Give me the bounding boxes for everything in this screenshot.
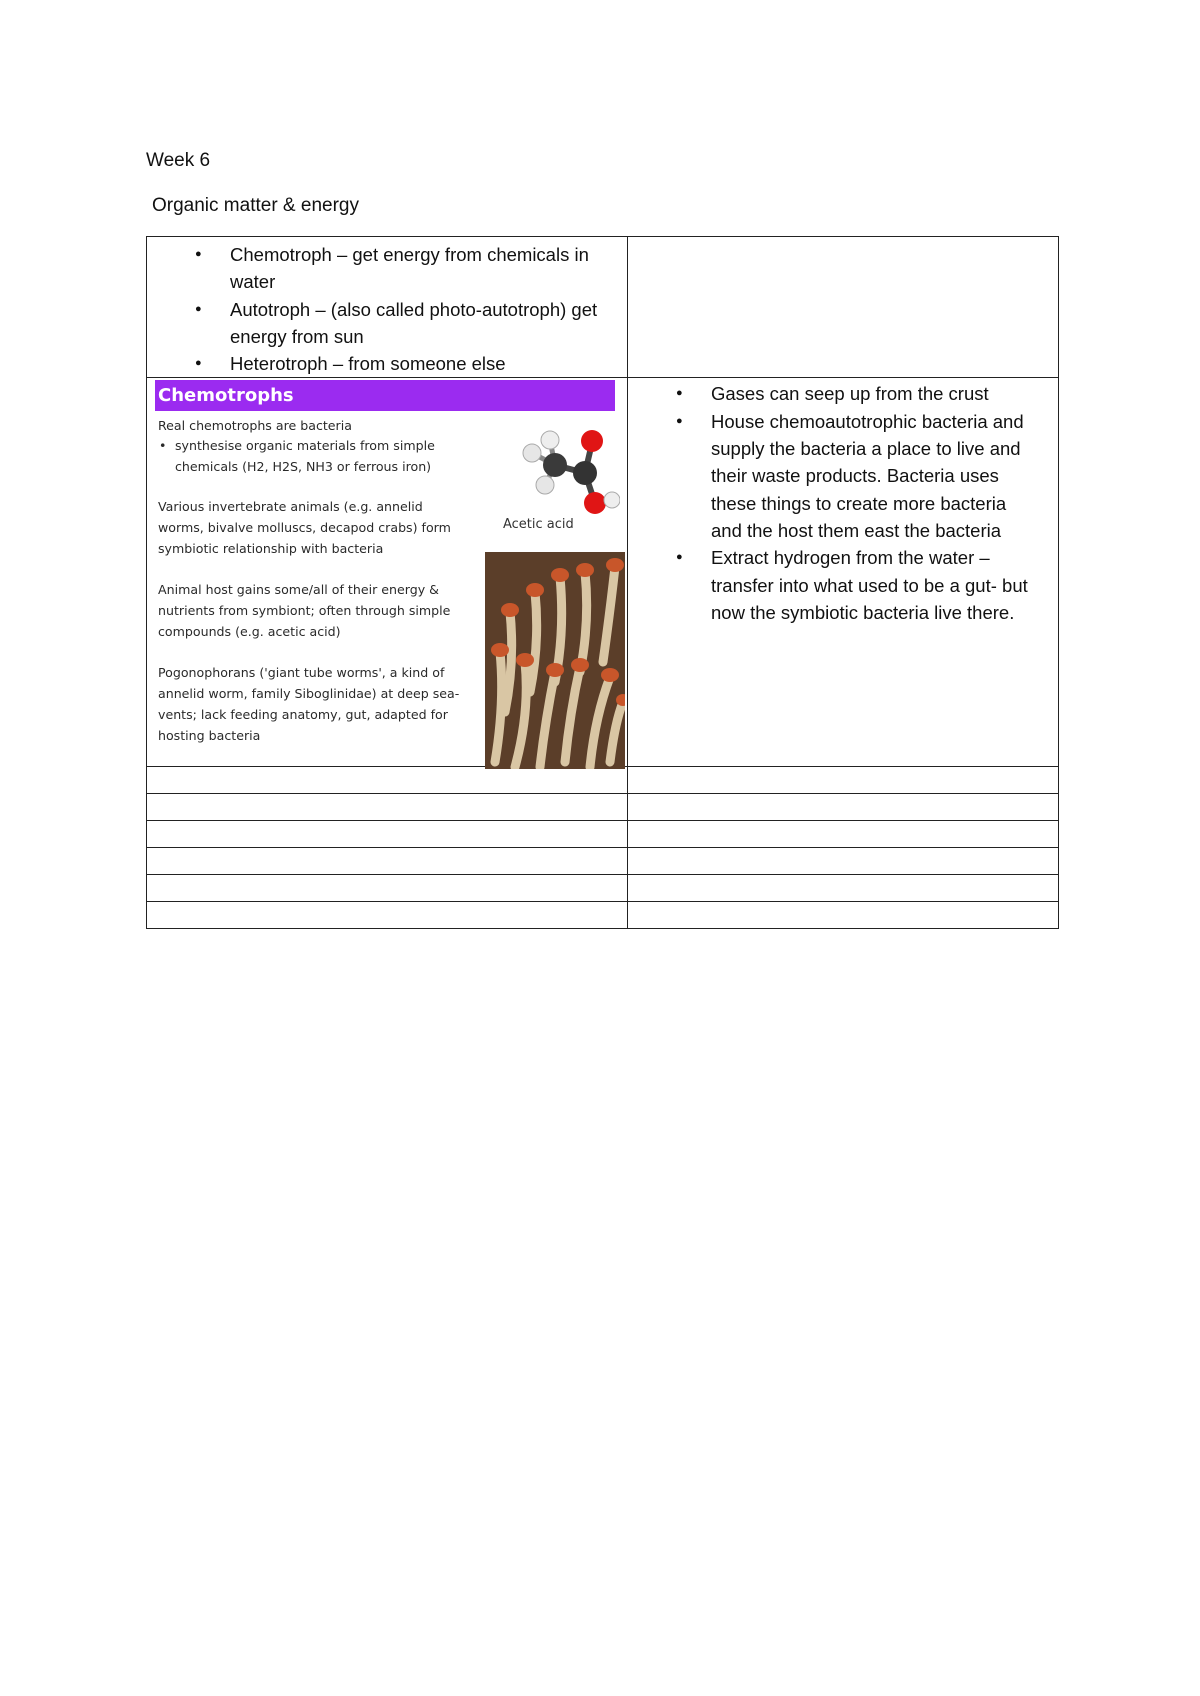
table-row [147, 821, 1059, 848]
table-cell[interactable] [147, 848, 628, 875]
table-cell[interactable] [628, 767, 1059, 794]
bullet-list [628, 378, 1058, 626]
list-item: ● Gases can seep up from the crust [711, 380, 1038, 407]
slide-text: Pogonophorans ('giant tube worms', a kind of annelid worm, family Siboglinidae) at deep sea-vents; lack feeding anatomy, gut, adapted for hosting bacteria [158, 665, 460, 743]
table-cell[interactable] [628, 821, 1059, 848]
slide-title: Chemotrophs [155, 380, 615, 411]
table-cell[interactable] [628, 875, 1059, 902]
table-cell[interactable] [628, 237, 1059, 378]
slide-text: Real chemotrophs are bacteria [158, 418, 352, 434]
slide-text: • synthesise organic materials from simple chemicals (H2, H2S, NH3 or ferrous iron) [175, 436, 445, 478]
page-subtitle: Organic matter & energy [152, 195, 359, 216]
table-cell[interactable] [147, 875, 628, 902]
table-row [147, 794, 1059, 821]
table-row [147, 237, 1059, 378]
bullet-list [147, 237, 627, 377]
table-row [147, 902, 1059, 929]
list-item: ● Extract hydrogen from the water – transfer into what used to be a gut- but now the symbiotic bacteria live there. [711, 544, 1038, 626]
table-cell[interactable] [628, 794, 1059, 821]
table-row [147, 767, 1059, 794]
list-item: ● House chemoautotrophic bacteria and supply the bacteria a place to live and their waste products. Bacteria uses these things to create more bacteria and the host them east the bacteria [711, 408, 1038, 544]
table-cell[interactable] [147, 378, 628, 767]
molecule-image [510, 425, 620, 520]
table-row [147, 378, 1059, 767]
page-heading-week: Week 6 [146, 150, 211, 171]
list-item: ● Autotroph – (also called photo-autotroph) get energy from sun [230, 296, 617, 351]
list-item: ● Heterotroph – from someone else [230, 350, 617, 377]
list-item: ● Chemotroph – get energy from chemicals in water [230, 241, 617, 296]
notes-table [146, 236, 1059, 929]
table-cell[interactable] [628, 378, 1059, 767]
table-cell[interactable] [147, 794, 628, 821]
tube-worms-photo [485, 552, 625, 769]
table-cell[interactable] [628, 902, 1059, 929]
slide-text: Various invertebrate animals (e.g. annelid worms, bivalve molluscs, decapod crabs) form symbiotic relationship with bacteria [158, 499, 451, 557]
table-cell[interactable] [147, 821, 628, 848]
table-row [147, 848, 1059, 875]
embedded-slide [155, 380, 615, 763]
table-cell[interactable] [147, 237, 628, 378]
slide-text: Animal host gains some/all of their energy & nutrients from symbiont; often through simple compounds (e.g. acetic acid) [158, 582, 451, 640]
table-cell[interactable] [147, 767, 628, 794]
table-row [147, 875, 1059, 902]
table-cell[interactable] [628, 848, 1059, 875]
table-cell[interactable] [147, 902, 628, 929]
molecule-label: Acetic acid [503, 517, 574, 533]
